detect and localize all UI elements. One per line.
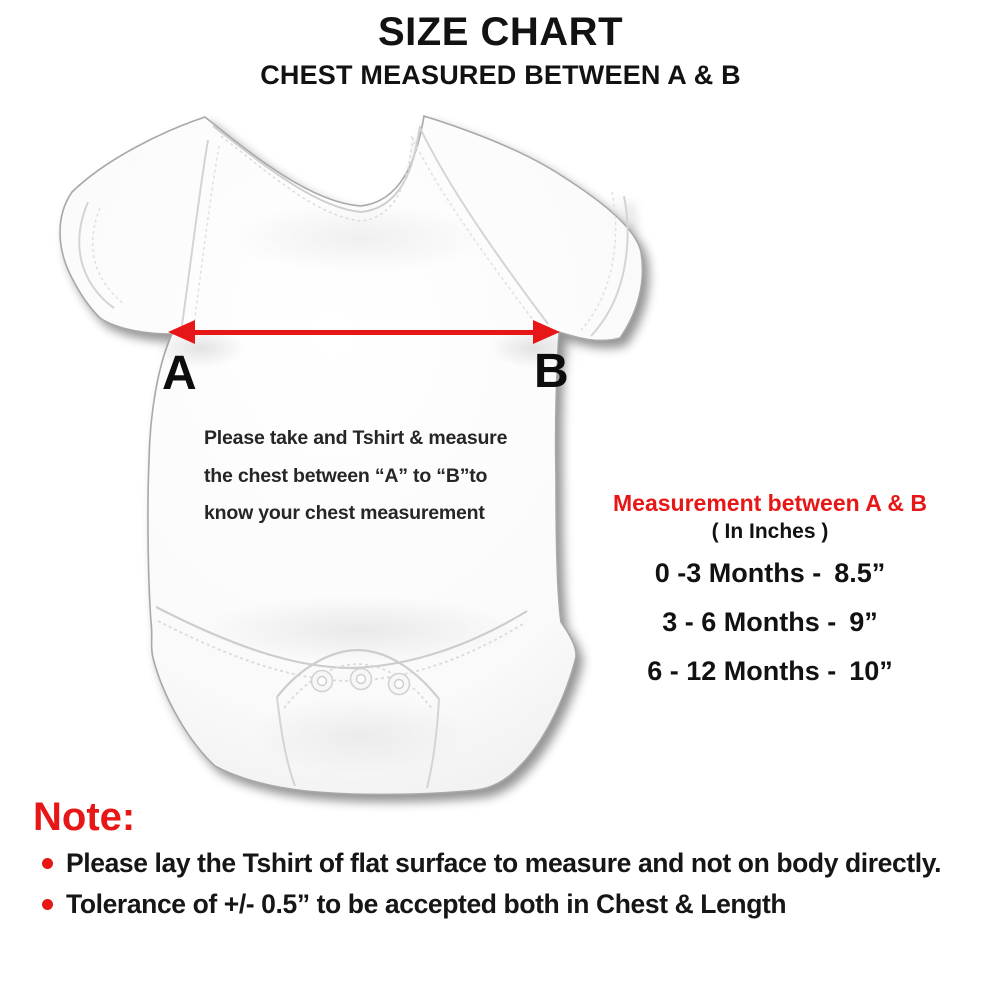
size-table-unit: ( In Inches ) xyxy=(711,520,829,543)
size-row-label: 6 - 12 Months - xyxy=(647,656,837,686)
size-row-label: 0 -3 Months - xyxy=(654,558,822,588)
page-title: SIZE CHART xyxy=(378,10,623,54)
point-a-label: A xyxy=(162,347,197,400)
note-bullet xyxy=(40,845,980,882)
note-bullet-text: Tolerance of +/- 0.5” to be accepted both in Chest & Length xyxy=(66,889,787,919)
size-table-heading: Measurement between A & B xyxy=(613,490,927,516)
point-b-label: B xyxy=(534,345,569,398)
size-row xyxy=(588,557,952,589)
size-table-rows xyxy=(588,557,952,687)
instruction-line: know your chest measurement xyxy=(204,502,485,524)
chest-measure-arrow xyxy=(194,330,534,335)
note-bullet xyxy=(40,886,980,923)
size-row-value: 8.5” xyxy=(834,558,886,588)
measure-instructions xyxy=(204,420,507,533)
page-subtitle: CHEST MEASURED BETWEEN A & B xyxy=(260,60,741,90)
note-bullet-text: Please lay the Tshirt of flat surface to measure and not on body directly. xyxy=(66,848,942,878)
instruction-line: the chest between “A” to “B”to xyxy=(204,464,488,487)
size-row xyxy=(588,655,952,687)
note-list xyxy=(40,845,980,927)
size-row-value: 10” xyxy=(849,656,893,686)
size-row xyxy=(588,606,952,638)
size-row-label: 3 - 6 Months - xyxy=(662,607,837,637)
size-table xyxy=(588,490,952,704)
instruction-line: Please take and Tshirt & measure xyxy=(204,427,508,449)
bullet-dot-icon xyxy=(42,858,53,869)
bullet-dot-icon xyxy=(42,899,53,910)
note-heading: Note: xyxy=(33,795,136,839)
size-row-value: 9” xyxy=(849,607,878,637)
